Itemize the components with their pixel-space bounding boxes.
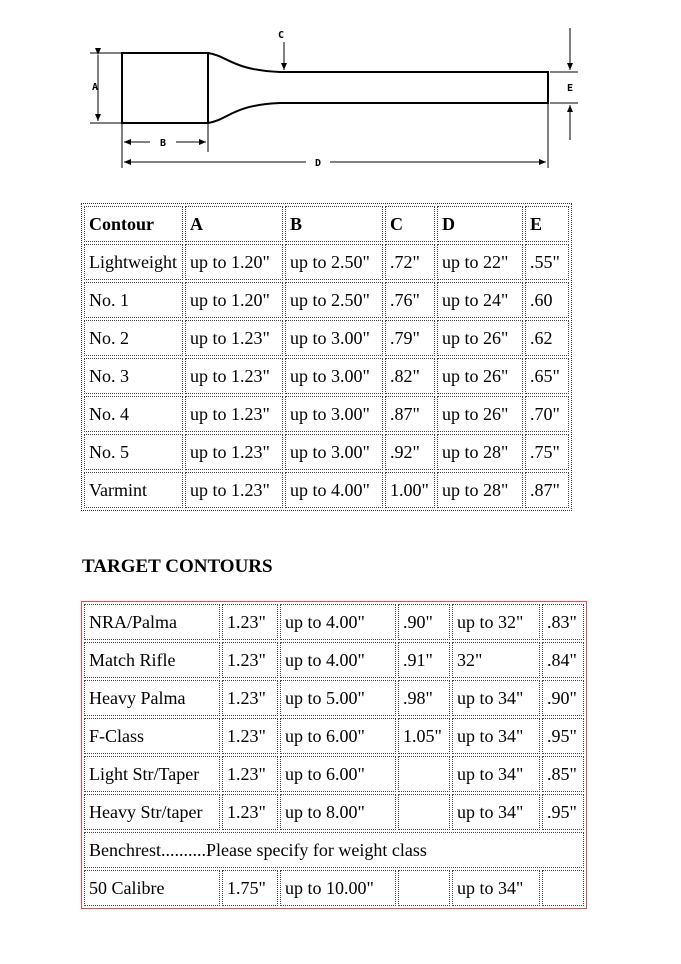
table-cell: .92": [385, 434, 435, 470]
table-cell: .87": [525, 472, 569, 508]
table-cell: up to 34": [452, 680, 540, 716]
table-cell: up to 1.23": [185, 396, 283, 432]
table-cell: No. 2: [84, 320, 183, 356]
table-cell: up to 8.00": [280, 794, 396, 830]
barrel-outline: [122, 53, 208, 123]
table-cell: up to 6.00": [280, 718, 396, 754]
table-row: [84, 244, 569, 280]
table-cell: up to 4.00": [285, 472, 383, 508]
table-cell: No. 3: [84, 358, 183, 394]
table-row: [84, 320, 569, 356]
table-cell: up to 26": [437, 396, 523, 432]
table-cell: up to 34": [452, 718, 540, 754]
table-cell: No. 5: [84, 434, 183, 470]
table-row: [84, 282, 569, 318]
table-cell: up to 1.23": [185, 358, 283, 394]
table-cell: up to 6.00": [280, 756, 396, 792]
table-cell: 1.23": [222, 604, 278, 640]
table-cell: up to 1.23": [185, 320, 283, 356]
table-cell: .72": [385, 244, 435, 280]
table-cell: 50 Calibre: [84, 870, 220, 906]
table-cell: up to 28": [437, 472, 523, 508]
table-cell: up to 28": [437, 434, 523, 470]
barrel-contour-diagram: [0, 0, 681, 185]
table-cell: F-Class: [84, 718, 220, 754]
table-row: [84, 604, 584, 640]
table-row: [84, 680, 584, 716]
table-cell: .84": [542, 642, 584, 678]
table-cell: up to 1.20": [185, 244, 283, 280]
table-cell: .60: [525, 282, 569, 318]
header-cell: D: [437, 206, 523, 242]
table-cell: up to 1.23": [185, 434, 283, 470]
table-cell: up to 5.00": [280, 680, 396, 716]
table-row: [84, 396, 569, 432]
table-cell: up to 3.00": [285, 434, 383, 470]
table-cell: up to 3.00": [285, 396, 383, 432]
table-cell: up to 26": [437, 320, 523, 356]
table-row: [84, 870, 584, 906]
table-cell: .79": [385, 320, 435, 356]
table-cell: .98": [398, 680, 450, 716]
table-cell: Heavy Palma: [84, 680, 220, 716]
dim-label-b: B: [160, 138, 167, 149]
table-cell: .95": [542, 718, 584, 754]
table-cell: Match Rifle: [84, 642, 220, 678]
dim-label-c: C: [278, 30, 285, 41]
header-cell: E: [525, 206, 569, 242]
table-cell: up to 34": [452, 756, 540, 792]
table-cell: Light Str/Taper: [84, 756, 220, 792]
table-cell: 1.00": [385, 472, 435, 508]
table-cell: .55": [525, 244, 569, 280]
table-cell: up to 22": [437, 244, 523, 280]
section-title: TARGET CONTOURS: [82, 556, 273, 577]
table-cell: NRA/Palma: [84, 604, 220, 640]
table-cell: up to 3.00": [285, 358, 383, 394]
table-cell: .95": [542, 794, 584, 830]
contours-table: [81, 203, 572, 511]
table-cell: 1.75": [222, 870, 278, 906]
table-cell: up to 2.50": [285, 244, 383, 280]
table-cell: [542, 870, 584, 906]
table-cell: up to 4.00": [280, 604, 396, 640]
table-cell: No. 4: [84, 396, 183, 432]
table-cell: up to 34": [452, 870, 540, 906]
table-cell: 1.05": [398, 718, 450, 754]
dim-label-e: E: [567, 83, 574, 94]
header-cell: Contour: [84, 206, 183, 242]
table-cell: [398, 794, 450, 830]
table-cell: up to 24": [437, 282, 523, 318]
header-cell: A: [185, 206, 283, 242]
table-cell: up to 26": [437, 358, 523, 394]
table-cell: .90": [398, 604, 450, 640]
table-cell: .85": [542, 756, 584, 792]
table-row: [84, 756, 584, 792]
table-cell: up to 34": [452, 794, 540, 830]
dim-label-d: D: [315, 158, 322, 169]
table-cell: No. 1: [84, 282, 183, 318]
table-cell: .76": [385, 282, 435, 318]
table-header-row: [84, 206, 569, 242]
table-cell: .65": [525, 358, 569, 394]
table-cell: .87": [385, 396, 435, 432]
table-cell: Varmint: [84, 472, 183, 508]
table-cell: 1.23": [222, 718, 278, 754]
benchrest-row: [84, 832, 584, 868]
target-contours-table: [81, 601, 587, 909]
table-row: [84, 472, 569, 508]
table-cell: up to 2.50": [285, 282, 383, 318]
header-cell: C: [385, 206, 435, 242]
table-cell: [398, 756, 450, 792]
table-cell: 1.23": [222, 642, 278, 678]
table-cell: 1.23": [222, 794, 278, 830]
table-cell: up to 4.00": [280, 642, 396, 678]
table-cell: 1.23": [222, 756, 278, 792]
table-row: [84, 718, 584, 754]
table-cell: .62: [525, 320, 569, 356]
table-cell: 32": [452, 642, 540, 678]
dim-label-a: A: [92, 82, 99, 93]
table-cell: .91": [398, 642, 450, 678]
header-cell: B: [285, 206, 383, 242]
table-row: [84, 642, 584, 678]
table-cell: up to 3.00": [285, 320, 383, 356]
table-cell: 1.23": [222, 680, 278, 716]
table-cell: up to 10.00": [280, 870, 396, 906]
table-cell: Lightweight: [84, 244, 183, 280]
table-cell: .70": [525, 396, 569, 432]
barrel-taper-outline: [208, 53, 548, 123]
table-cell: up to 32": [452, 604, 540, 640]
table-row: [84, 358, 569, 394]
table-cell: .75": [525, 434, 569, 470]
table-cell: up to 1.20": [185, 282, 283, 318]
table-cell: up to 1.23": [185, 472, 283, 508]
table-cell: [398, 870, 450, 906]
table-row: [84, 434, 569, 470]
table-row: [84, 794, 584, 830]
table-cell: .83": [542, 604, 584, 640]
table-cell: .90": [542, 680, 584, 716]
table-cell: Heavy Str/taper: [84, 794, 220, 830]
table-cell: .82": [385, 358, 435, 394]
benchrest-note: Benchrest..........Please specify for weight class: [84, 832, 584, 868]
